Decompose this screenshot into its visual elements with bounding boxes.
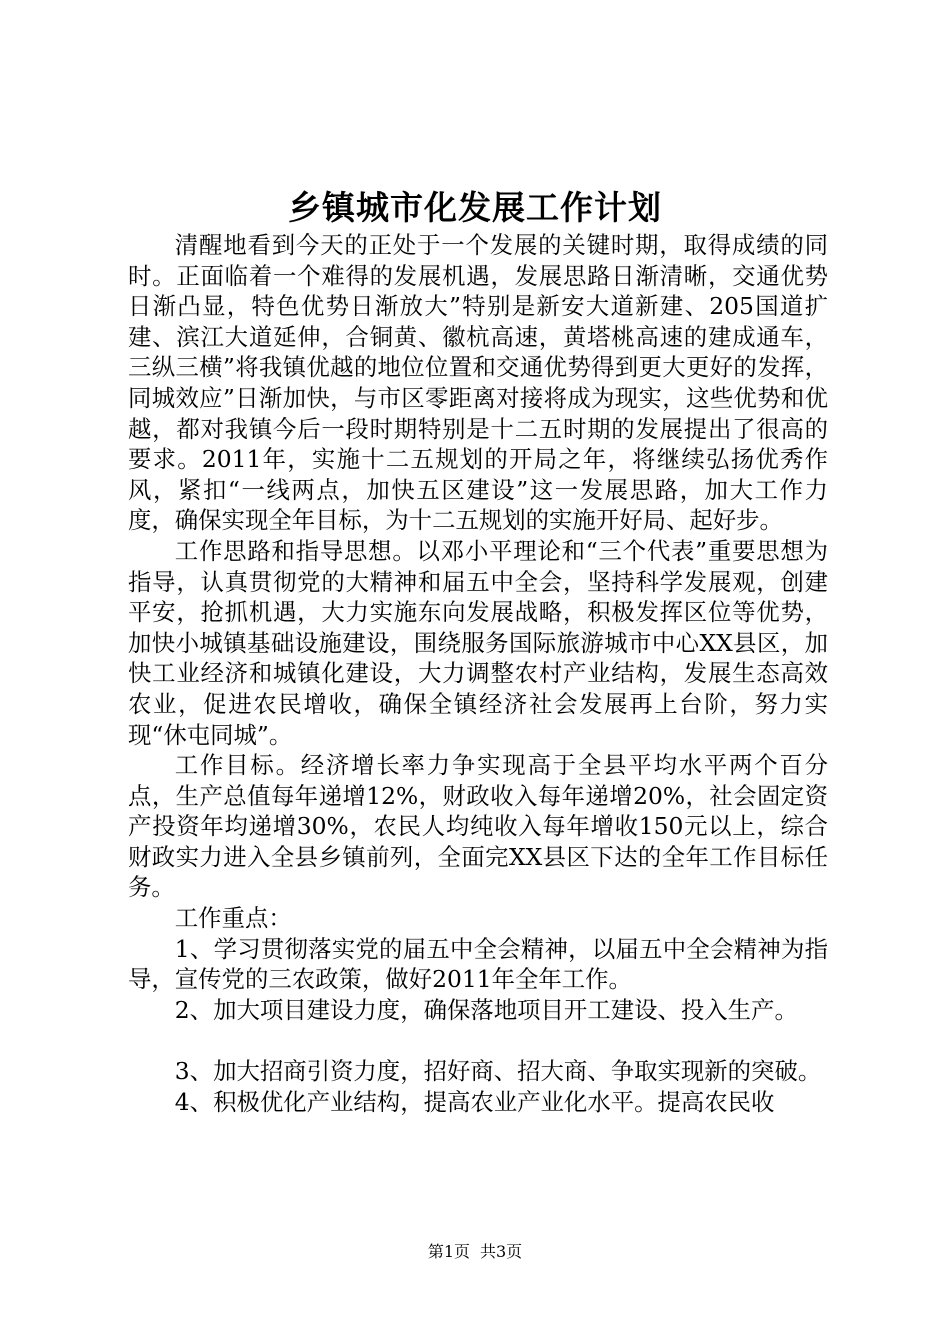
document-body xyxy=(128,230,828,1117)
paragraph-guiding-ideas: 工作思路和指导思想。以邓小平理论和“三个代表”重要思想为指导，认真贯彻党的大精神和届五中全会，坚持科学发展观，创建平安，抢抓机遇，大力实施东向发展战略，积极发挥区位等优势，加快小城镇基础设施建设，围绕服务国际旅游城市中心XX县区，加快工业经济和城镇化建设，大力调整农村产业结构，发展生态高效农业，促进农民增收，确保全镇经济社会发展再上台阶，努力实现“休屯同城”。 xyxy=(128,536,828,749)
paragraph-key-item-4: 4、积极优化产业结构，提高农业产业化水平。提高农民收 xyxy=(174,1087,775,1116)
page-number-current: 第1页 xyxy=(427,1242,470,1261)
paragraph-key-item-2: 2、加大项目建设力度，确保落地项目开工建设、投入生产。 xyxy=(174,995,798,1024)
page-number-total: 共3页 xyxy=(480,1242,523,1261)
document-title: 乡镇城市化发展工作计划 xyxy=(288,188,662,227)
page-footer xyxy=(0,1241,950,1263)
paragraph-key-item-3: 3、加大招商引资力度，招好商、招大商、争取实现新的突破。 xyxy=(174,1057,822,1086)
paragraph-situation: 清醒地看到今天的正处于一个发展的关键时期，取得成绩的同时。正面临着一个难得的发展机遇，发展思路日渐清晰，交通优势日渐凸显，特色优势日渐放大”特别是新安大道新建、205国道扩建、滨江大道延伸，合铜黄、徽杭高速，黄塔桃高速的建成通车，三纵三横”将我镇优越的地位位置和交通优势得到更大更好的发挥，同城效应”日渐加快，与市区零距离对接将成为现实，这些优势和优越，都对我镇今后一段时期特别是十二五时期的发展提出了很高的要求。2011年，实施十二五规划的开局之年，将继续弘扬优秀作风，紧扣“一线两点，加快五区建设”这一发展思路，加大工作力度，确保实现全年目标，为十二五规划的实施开好局、起好步。 xyxy=(128,231,828,535)
paragraph-key-work-heading: 工作重点： xyxy=(174,904,292,933)
paragraph-key-item-1: 1、学习贯彻落实党的届五中全会精神，以届五中全会精神为指导，宣传党的三农政策，做好2011年全年工作。 xyxy=(128,934,828,994)
paragraph-work-goals: 工作目标。经济增长率力争实现高于全县平均水平两个百分点，生产总值每年递增12%，财政收入每年递增20%，社会固定资产投资年均递增30%，农民人均纯收入每年增收150元以上，综合财政实力进入全县乡镇前列，全面完XX县区下达的全年工作目标任务。 xyxy=(128,751,828,902)
